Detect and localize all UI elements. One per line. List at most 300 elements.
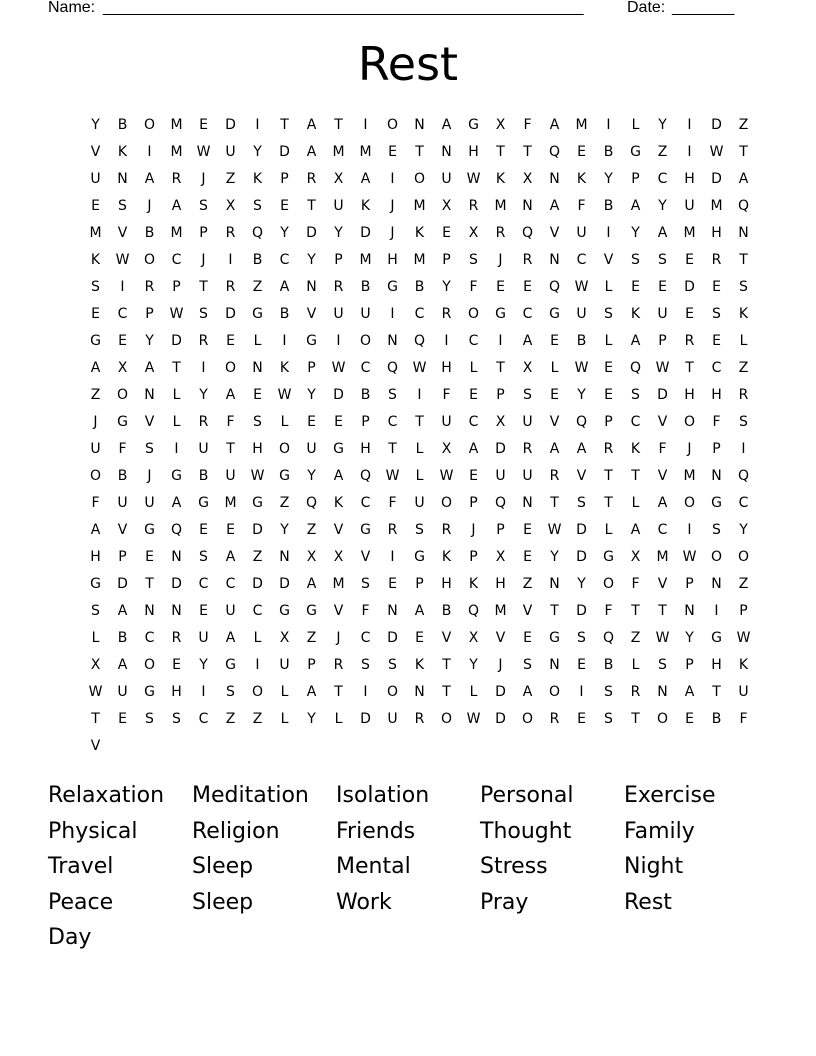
grid-letter: X bbox=[117, 360, 128, 376]
grid-letter: S bbox=[577, 495, 586, 511]
grid-letter: N bbox=[441, 144, 452, 160]
grid-letter: U bbox=[738, 684, 749, 700]
grid-letter: G bbox=[198, 495, 209, 511]
grid-letter: A bbox=[522, 333, 533, 349]
grid-letter: D bbox=[576, 603, 587, 619]
grid-letter: J bbox=[201, 171, 206, 187]
grid-letter: E bbox=[469, 387, 478, 403]
grid-letter: U bbox=[225, 603, 236, 619]
grid-letter: S bbox=[523, 657, 532, 673]
grid-letter: M bbox=[656, 549, 669, 565]
grid-letter: T bbox=[388, 441, 397, 457]
grid-letter: P bbox=[604, 414, 613, 430]
grid-letter: I bbox=[741, 441, 746, 457]
grid-letter: F bbox=[118, 441, 127, 457]
grid-letter: G bbox=[495, 306, 506, 322]
grid-letter: H bbox=[252, 441, 263, 457]
grid-letter: C bbox=[468, 333, 479, 349]
grid-letter: U bbox=[117, 684, 128, 700]
grid-letter: Z bbox=[252, 549, 263, 565]
grid-letter: S bbox=[739, 279, 748, 295]
grid-letter: L bbox=[253, 333, 262, 349]
grid-letter: Y bbox=[658, 117, 667, 133]
grid-letter: T bbox=[550, 495, 559, 511]
grid-letter: C bbox=[360, 360, 371, 376]
grid-letter: A bbox=[90, 522, 101, 538]
grid-letter: T bbox=[442, 657, 451, 673]
grid-letter: J bbox=[687, 441, 692, 457]
grid-letter: O bbox=[656, 711, 669, 727]
word-list-item: Travel bbox=[48, 854, 114, 880]
grid-letter: A bbox=[414, 603, 425, 619]
grid-letter: Y bbox=[658, 198, 667, 214]
grid-letter: F bbox=[469, 279, 478, 295]
grid-letter: D bbox=[225, 306, 236, 322]
grid-letter: E bbox=[388, 144, 397, 160]
grid-letter: V bbox=[360, 549, 371, 565]
grid-letter: D bbox=[360, 711, 371, 727]
grid-letter: V bbox=[333, 522, 344, 538]
grid-letter: M bbox=[359, 144, 372, 160]
grid-letter: P bbox=[658, 333, 667, 349]
grid-letter: P bbox=[496, 522, 505, 538]
grid-letter: L bbox=[253, 630, 262, 646]
grid-letter: O bbox=[710, 549, 723, 565]
grid-letter: T bbox=[739, 252, 748, 268]
grid-letter: M bbox=[683, 225, 696, 241]
grid-letter: O bbox=[143, 117, 156, 133]
grid-letter: W bbox=[385, 468, 400, 484]
grid-letter: U bbox=[657, 306, 668, 322]
word-list-item: Physical bbox=[48, 818, 138, 844]
grid-letter: C bbox=[360, 495, 371, 511]
grid-letter: L bbox=[604, 522, 613, 538]
grid-letter: X bbox=[225, 198, 236, 214]
grid-letter: U bbox=[90, 441, 101, 457]
grid-letter: J bbox=[201, 252, 206, 268]
grid-letter: E bbox=[604, 387, 613, 403]
grid-letter: O bbox=[737, 549, 750, 565]
grid-letter: Q bbox=[521, 225, 534, 241]
grid-letter: D bbox=[711, 171, 722, 187]
grid-letter: K bbox=[630, 441, 641, 457]
grid-letter: Z bbox=[630, 630, 641, 646]
grid-letter: Q bbox=[386, 360, 399, 376]
grid-letter: P bbox=[172, 279, 181, 295]
grid-letter: X bbox=[495, 117, 506, 133]
grid-letter: S bbox=[415, 522, 424, 538]
grid-letter: V bbox=[117, 225, 128, 241]
grid-letter: T bbox=[226, 441, 235, 457]
grid-letter: S bbox=[631, 252, 640, 268]
grid-letter: Y bbox=[307, 387, 316, 403]
grid-letter: V bbox=[603, 252, 614, 268]
grid-letter: X bbox=[630, 549, 641, 565]
grid-letter: X bbox=[306, 549, 317, 565]
grid-letter: W bbox=[412, 360, 427, 376]
grid-letter: R bbox=[225, 279, 236, 295]
grid-letter: R bbox=[441, 306, 452, 322]
grid-letter: E bbox=[280, 198, 289, 214]
grid-letter: O bbox=[467, 306, 480, 322]
grid-letter: D bbox=[252, 522, 263, 538]
grid-letter: B bbox=[414, 279, 425, 295]
grid-letter: K bbox=[495, 171, 506, 187]
grid-letter: T bbox=[280, 117, 289, 133]
grid-letter: B bbox=[603, 657, 614, 673]
grid-letter: W bbox=[709, 144, 724, 160]
grid-letter: G bbox=[90, 576, 101, 592]
grid-letter: B bbox=[711, 711, 722, 727]
grid-letter: C bbox=[117, 306, 128, 322]
grid-letter: Z bbox=[252, 711, 263, 727]
grid-letter: L bbox=[172, 414, 181, 430]
grid-letter: T bbox=[199, 279, 208, 295]
grid-letter: R bbox=[441, 522, 452, 538]
grid-letter: F bbox=[91, 495, 100, 511]
grid-letter: L bbox=[550, 360, 559, 376]
grid-letter: Y bbox=[577, 387, 586, 403]
grid-letter: J bbox=[498, 657, 503, 673]
grid-letter: D bbox=[225, 117, 236, 133]
grid-letter: M bbox=[170, 225, 183, 241]
grid-letter: R bbox=[549, 468, 560, 484]
word-list-item: Personal bbox=[480, 783, 574, 808]
grid-letter: A bbox=[144, 171, 155, 187]
grid-letter: O bbox=[143, 657, 156, 673]
grid-letter: K bbox=[279, 360, 290, 376]
grid-letter: G bbox=[387, 279, 398, 295]
grid-letter: C bbox=[657, 171, 668, 187]
grid-letter: W bbox=[169, 306, 184, 322]
grid-letter: H bbox=[441, 360, 452, 376]
grid-letter: M bbox=[170, 144, 183, 160]
page-title: Rest bbox=[357, 37, 459, 91]
grid-letter: J bbox=[390, 225, 395, 241]
grid-letter: A bbox=[549, 198, 560, 214]
grid-letter: H bbox=[468, 144, 479, 160]
grid-letter: Q bbox=[251, 225, 264, 241]
grid-letter: Q bbox=[467, 603, 480, 619]
grid-letter: D bbox=[576, 549, 587, 565]
date-blank-line: _______ bbox=[672, 0, 735, 16]
grid-letter: U bbox=[414, 495, 425, 511]
grid-letter: G bbox=[144, 684, 155, 700]
grid-letter: P bbox=[685, 657, 694, 673]
grid-letter: W bbox=[277, 387, 292, 403]
grid-letter: A bbox=[549, 441, 560, 457]
grid-letter: X bbox=[522, 360, 533, 376]
grid-letter: X bbox=[279, 630, 290, 646]
grid-letter: B bbox=[198, 468, 209, 484]
grid-letter: Q bbox=[170, 522, 183, 538]
grid-letter: U bbox=[117, 495, 128, 511]
grid-letter: E bbox=[145, 549, 154, 565]
grid-letter: P bbox=[307, 360, 316, 376]
grid-letter: N bbox=[711, 576, 722, 592]
grid-letter: R bbox=[171, 171, 182, 187]
grid-letter: R bbox=[333, 657, 344, 673]
grid-letter: E bbox=[118, 711, 127, 727]
grid-letter: T bbox=[685, 360, 694, 376]
grid-letter: H bbox=[711, 657, 722, 673]
grid-letter: E bbox=[550, 333, 559, 349]
grid-letter: R bbox=[225, 225, 236, 241]
grid-letter: I bbox=[687, 117, 692, 133]
grid-letter: X bbox=[441, 441, 452, 457]
grid-letter: R bbox=[522, 441, 533, 457]
grid-letter: S bbox=[604, 306, 613, 322]
grid-letter: Y bbox=[685, 630, 694, 646]
header bbox=[0, 0, 816, 20]
grid-letter: H bbox=[711, 387, 722, 403]
word-list-item: Family bbox=[624, 818, 695, 844]
grid-letter: O bbox=[251, 684, 264, 700]
grid-letter: M bbox=[413, 198, 426, 214]
grid-letter: G bbox=[225, 657, 236, 673]
grid-letter: E bbox=[307, 414, 316, 430]
grid-letter: R bbox=[603, 441, 614, 457]
grid-letter: E bbox=[91, 198, 100, 214]
grid-letter: G bbox=[630, 144, 641, 160]
word-list-item: Meditation bbox=[192, 783, 309, 808]
grid-letter: N bbox=[414, 117, 425, 133]
grid-letter: U bbox=[279, 657, 290, 673]
grid-letter: S bbox=[172, 711, 181, 727]
grid-letter: E bbox=[658, 279, 667, 295]
grid-letter: N bbox=[522, 198, 533, 214]
grid-letter: Q bbox=[548, 279, 561, 295]
grid-letter: P bbox=[280, 171, 289, 187]
grid-letter: S bbox=[712, 522, 721, 538]
grid-letter: W bbox=[736, 630, 751, 646]
grid-letter: Y bbox=[631, 225, 640, 241]
grid-letter: Y bbox=[307, 252, 316, 268]
grid-letter: O bbox=[413, 171, 426, 187]
word-list-item: Sleep bbox=[192, 889, 254, 915]
grid-letter: N bbox=[414, 684, 425, 700]
grid-letter: X bbox=[468, 630, 479, 646]
grid-letter: V bbox=[333, 603, 344, 619]
word-list-item: Thought bbox=[480, 818, 572, 844]
grid-letter: Y bbox=[280, 522, 289, 538]
grid-letter: T bbox=[496, 144, 505, 160]
grid-letter: A bbox=[171, 198, 182, 214]
grid-letter: Z bbox=[738, 360, 749, 376]
grid-letter: I bbox=[201, 360, 206, 376]
grid-letter: Y bbox=[199, 657, 208, 673]
grid-letter: Q bbox=[575, 414, 588, 430]
grid-letter: E bbox=[334, 414, 343, 430]
grid-letter: K bbox=[441, 549, 452, 565]
word-list-item: Mental bbox=[336, 854, 411, 880]
grid-letter: B bbox=[603, 198, 614, 214]
grid-letter: N bbox=[252, 360, 263, 376]
grid-letter: O bbox=[386, 684, 399, 700]
grid-letter: S bbox=[658, 657, 667, 673]
grid-letter: Z bbox=[738, 117, 749, 133]
grid-letter: U bbox=[441, 171, 452, 187]
grid-letter: P bbox=[361, 414, 370, 430]
grid-letter: N bbox=[171, 549, 182, 565]
grid-letter: R bbox=[387, 522, 398, 538]
grid-letter: I bbox=[282, 333, 287, 349]
grid-letter: O bbox=[440, 495, 453, 511]
grid-letter: C bbox=[144, 630, 155, 646]
grid-letter: P bbox=[469, 549, 478, 565]
grid-letter: O bbox=[440, 711, 453, 727]
grid-letter: E bbox=[226, 522, 235, 538]
grid-letter: M bbox=[494, 603, 507, 619]
grid-letter: O bbox=[143, 252, 156, 268]
grid-letter: D bbox=[252, 576, 263, 592]
grid-letter: G bbox=[549, 306, 560, 322]
grid-letter: G bbox=[468, 117, 479, 133]
grid-letter: O bbox=[683, 414, 696, 430]
grid-letter: L bbox=[604, 333, 613, 349]
grid-letter: W bbox=[574, 279, 589, 295]
word-list-item: Rest bbox=[624, 889, 672, 915]
grid-letter: Y bbox=[145, 333, 154, 349]
grid-letter: X bbox=[333, 549, 344, 565]
grid-letter: K bbox=[576, 171, 587, 187]
grid-letter: P bbox=[334, 252, 343, 268]
grid-letter: O bbox=[548, 684, 561, 700]
grid-letter: G bbox=[90, 333, 101, 349]
grid-letter: L bbox=[631, 495, 640, 511]
grid-letter: Z bbox=[738, 576, 749, 592]
grid-letter: U bbox=[684, 198, 695, 214]
grid-letter: S bbox=[388, 387, 397, 403]
word-list-item: Isolation bbox=[336, 783, 430, 808]
grid-letter: E bbox=[199, 522, 208, 538]
grid-letter: G bbox=[117, 414, 128, 430]
grid-letter: F bbox=[577, 198, 586, 214]
grid-letter: X bbox=[495, 414, 506, 430]
grid-letter: S bbox=[253, 198, 262, 214]
grid-letter: F bbox=[658, 441, 667, 457]
grid-letter: L bbox=[280, 711, 289, 727]
grid-letter: X bbox=[333, 171, 344, 187]
grid-letter: B bbox=[117, 117, 128, 133]
grid-letter: E bbox=[685, 711, 694, 727]
word-list-item: Peace bbox=[48, 889, 114, 915]
grid-letter: R bbox=[414, 711, 425, 727]
grid-letter: V bbox=[657, 414, 668, 430]
grid-letter: W bbox=[682, 549, 697, 565]
grid-letter: M bbox=[575, 117, 588, 133]
grid-letter: Q bbox=[413, 333, 426, 349]
grid-letter: A bbox=[225, 387, 236, 403]
grid-letter: M bbox=[224, 495, 237, 511]
grid-letter: N bbox=[171, 603, 182, 619]
grid-letter: L bbox=[604, 279, 613, 295]
grid-letter: N bbox=[144, 387, 155, 403]
grid-letter: Z bbox=[225, 171, 236, 187]
grid-letter: L bbox=[631, 117, 640, 133]
grid-letter: G bbox=[306, 333, 317, 349]
grid-letter: N bbox=[684, 603, 695, 619]
grid-letter: L bbox=[91, 630, 100, 646]
grid-letter: S bbox=[469, 252, 478, 268]
grid-letter: P bbox=[631, 171, 640, 187]
grid-letter: T bbox=[523, 144, 532, 160]
grid-letter: X bbox=[522, 171, 533, 187]
grid-letter: A bbox=[630, 333, 641, 349]
grid-letter: A bbox=[306, 144, 317, 160]
grid-letter: O bbox=[116, 387, 129, 403]
grid-letter: E bbox=[523, 549, 532, 565]
grid-letter: J bbox=[390, 198, 395, 214]
grid-letter: A bbox=[657, 495, 668, 511]
grid-letter: A bbox=[171, 495, 182, 511]
grid-letter: L bbox=[172, 387, 181, 403]
grid-letter: Z bbox=[522, 576, 533, 592]
grid-letter: V bbox=[549, 225, 560, 241]
grid-letter: T bbox=[415, 144, 424, 160]
grid-letter: C bbox=[414, 306, 425, 322]
grid-letter: A bbox=[117, 657, 128, 673]
grid-letter: K bbox=[738, 306, 749, 322]
grid-letter: A bbox=[630, 522, 641, 538]
grid-letter: T bbox=[334, 117, 343, 133]
grid-letter: P bbox=[199, 225, 208, 241]
grid-letter: P bbox=[415, 576, 424, 592]
grid-letter: S bbox=[145, 711, 154, 727]
grid-letter: S bbox=[604, 711, 613, 727]
grid-letter: U bbox=[495, 468, 506, 484]
grid-letter: Y bbox=[91, 117, 100, 133]
grid-letter: K bbox=[414, 225, 425, 241]
grid-letter: L bbox=[334, 711, 343, 727]
grid-letter: O bbox=[224, 360, 237, 376]
grid-letter: F bbox=[604, 603, 613, 619]
grid-letter: Q bbox=[737, 198, 750, 214]
grid-letter: A bbox=[333, 468, 344, 484]
grid-letter: U bbox=[522, 468, 533, 484]
grid-letter: E bbox=[118, 333, 127, 349]
grid-letter: G bbox=[279, 603, 290, 619]
grid-letter: E bbox=[523, 522, 532, 538]
grid-letter: A bbox=[306, 684, 317, 700]
grid-letter: Q bbox=[629, 360, 642, 376]
grid-letter: B bbox=[117, 630, 128, 646]
grid-letter: H bbox=[90, 549, 101, 565]
grid-letter: B bbox=[144, 225, 155, 241]
grid-letter: L bbox=[469, 360, 478, 376]
grid-letter: C bbox=[279, 252, 290, 268]
grid-letter: I bbox=[606, 117, 611, 133]
grid-letter: E bbox=[712, 333, 721, 349]
grid-letter: E bbox=[253, 387, 262, 403]
grid-letter: X bbox=[495, 549, 506, 565]
grid-letter: A bbox=[684, 684, 695, 700]
grid-letter: V bbox=[549, 414, 560, 430]
word-list-item: Stress bbox=[480, 854, 548, 880]
grid-letter: U bbox=[441, 414, 452, 430]
grid-letter: Z bbox=[252, 279, 263, 295]
grid-letter: M bbox=[170, 117, 183, 133]
grid-letter: T bbox=[442, 684, 451, 700]
grid-letter: P bbox=[496, 387, 505, 403]
word-list-item: Work bbox=[336, 889, 392, 915]
grid-letter: I bbox=[363, 684, 368, 700]
grid-letter: I bbox=[714, 603, 719, 619]
grid-letter: S bbox=[658, 252, 667, 268]
grid-letter: S bbox=[577, 630, 586, 646]
grid-letter: Y bbox=[577, 576, 586, 592]
grid-letter: I bbox=[444, 333, 449, 349]
